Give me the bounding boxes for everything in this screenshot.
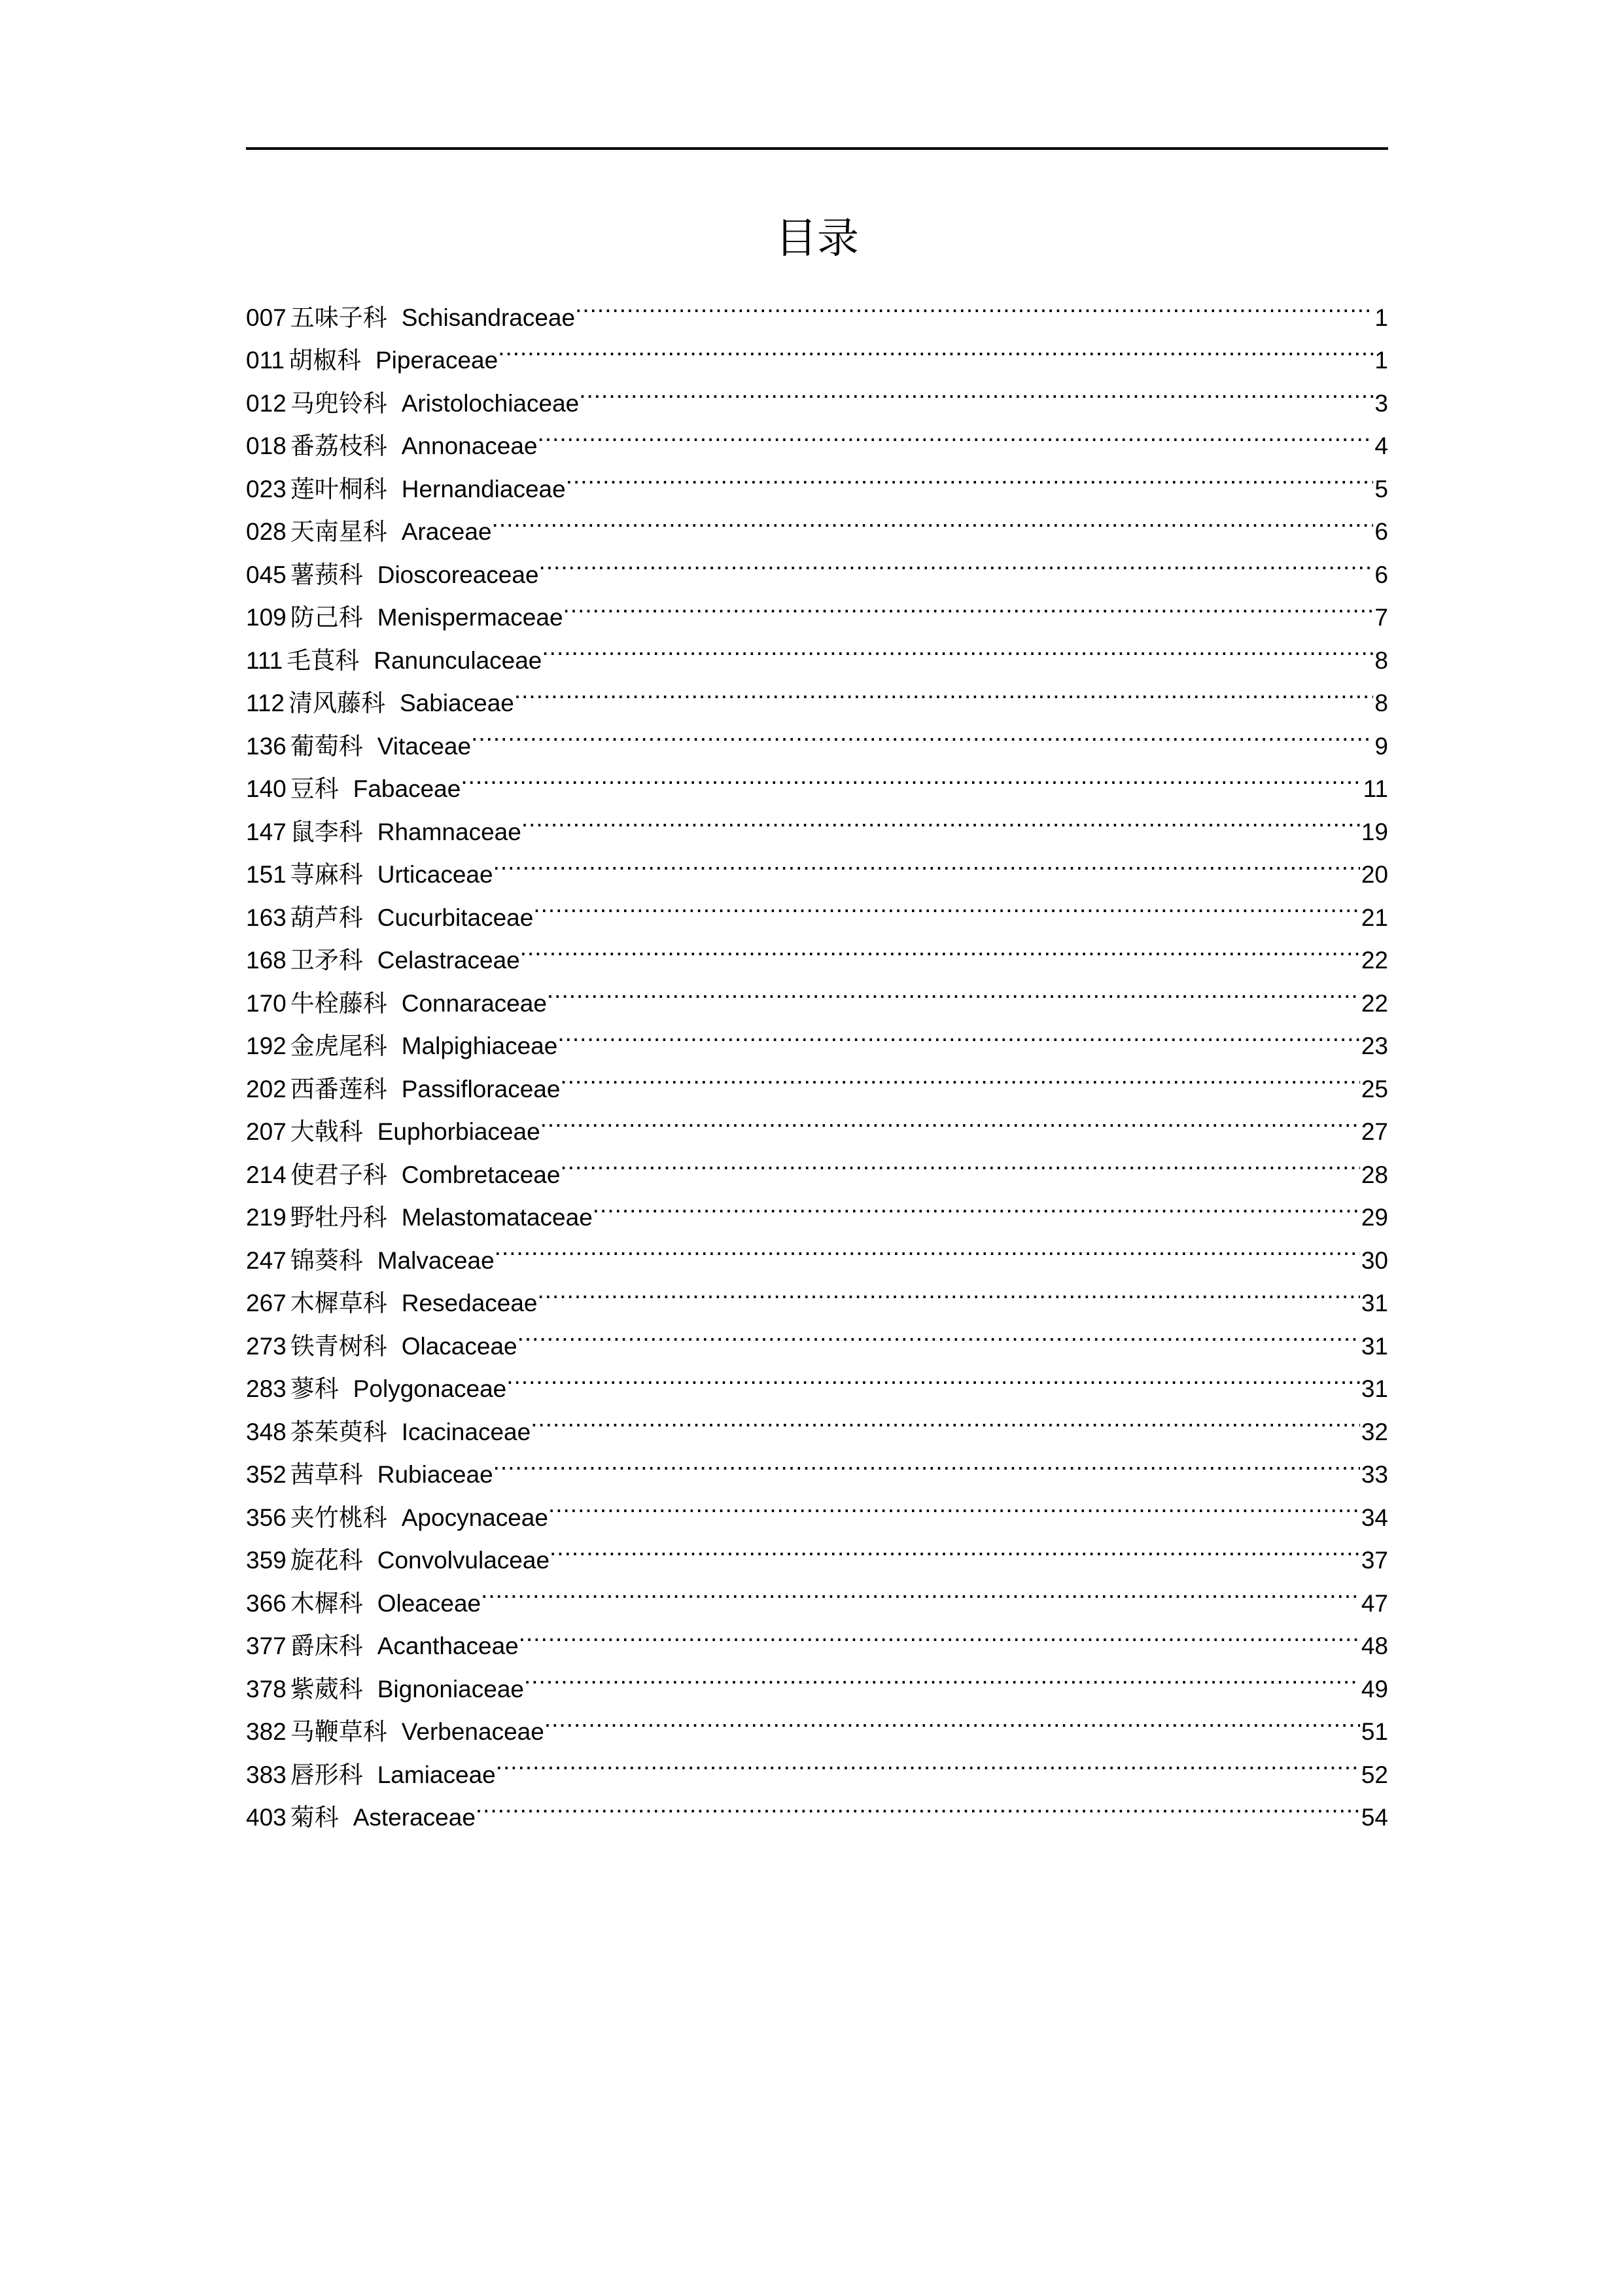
page-number: 11 [1363,775,1388,802]
dot-leader [566,454,1374,497]
page-number: 7 [1374,604,1388,631]
family-name-latin: Convolvulaceae [377,1547,550,1574]
family-name-chinese: 紫葳科 [290,1674,363,1703]
page-number: 31 [1361,1375,1388,1402]
family-number: 356 [246,1504,287,1531]
family-name-chinese: 鼠李科 [290,817,363,846]
family-name-latin: Icacinaceae [401,1418,531,1445]
family-name-latin: Passifloraceae [401,1075,561,1103]
family-name-chinese: 锦葵科 [290,1246,363,1275]
dot-leader [492,497,1374,540]
dot-leader [539,540,1374,583]
page-number: 52 [1361,1761,1388,1788]
family-name-chinese: 木樨科 [290,1589,363,1617]
family-number: 012 [246,389,287,417]
page-number: 31 [1361,1290,1388,1316]
dot-leader [544,1697,1360,1740]
dot-leader [481,1568,1360,1612]
family-name-chinese: 蓼科 [290,1375,339,1403]
page-number: 3 [1374,389,1388,417]
page-number: 31 [1361,1332,1388,1360]
dot-leader [540,1097,1360,1140]
page-number: 23 [1361,1033,1388,1059]
dot-leader [514,669,1374,712]
family-name-chinese: 铁青树科 [290,1332,387,1360]
family-name-chinese: 清风藤科 [288,689,385,717]
page-number: 34 [1361,1504,1388,1531]
family-number: 109 [246,604,287,631]
page-number: 22 [1361,989,1388,1017]
family-name-latin: Melastomataceae [401,1204,593,1231]
page-number: 6 [1374,561,1388,588]
page-number: 30 [1361,1246,1388,1274]
family-number: 214 [246,1161,287,1188]
dot-leader [575,283,1373,326]
family-number: 348 [246,1418,287,1445]
dot-leader [495,1226,1360,1269]
family-name-latin: Cucurbitaceae [377,904,534,931]
family-name-chinese: 野牡丹科 [290,1203,387,1231]
page-title: 目录 [775,215,859,263]
family-name-latin: Celastraceae [377,947,520,974]
family-name-latin: Polygonaceae [353,1375,507,1402]
family-number: 007 [246,304,287,331]
dot-leader [519,1612,1360,1655]
toc-entry[interactable] [246,283,1388,332]
family-name-latin: Verbenaceae [401,1718,544,1745]
dot-leader [493,840,1360,883]
page-number: 49 [1361,1675,1388,1703]
family-number: 018 [246,433,287,459]
dot-leader [498,326,1373,369]
family-name-latin: Dioscoreaceae [377,561,539,588]
family-name-chinese: 木樨草科 [290,1289,387,1317]
family-name-latin: Schisandraceae [401,304,576,331]
family-number: 170 [246,989,287,1017]
dot-leader [563,583,1374,626]
family-number: 045 [246,561,287,588]
page-number: 22 [1361,947,1388,974]
family-name-latin: Acanthaceae [377,1633,519,1659]
dot-leader [538,412,1374,455]
family-name-latin: Sabiaceae [400,690,514,716]
family-name-chinese: 莲叶桐科 [290,474,387,503]
family-number: 147 [246,818,287,845]
family-name-latin: Vitaceae [377,732,472,760]
dot-leader [550,1526,1360,1569]
dot-leader [476,1783,1360,1826]
family-name-latin: Resedaceae [401,1290,538,1316]
family-number: 192 [246,1033,287,1059]
family-name-latin: Annonaceae [401,433,538,459]
dot-leader [493,1440,1360,1483]
family-name-chinese: 天南星科 [290,518,387,546]
family-number: 163 [246,904,287,931]
dot-leader [506,1354,1360,1398]
page-number: 25 [1361,1075,1388,1103]
dot-leader [593,1183,1360,1226]
family-name-latin: Malpighiaceae [401,1033,558,1059]
family-name-chinese: 薯蓣科 [290,560,363,589]
family-number: 207 [246,1118,287,1145]
family-name-chinese: 胡椒科 [288,346,361,374]
dot-leader [496,1740,1360,1783]
family-name-latin: Euphorbiaceae [377,1118,540,1145]
page-number: 6 [1374,518,1388,545]
page-number: 51 [1361,1718,1388,1745]
page-number: 48 [1361,1633,1388,1659]
page-number: 8 [1374,690,1388,716]
dot-leader [531,1397,1360,1440]
page-number: 1 [1374,304,1388,331]
page-number: 21 [1361,904,1388,931]
family-name-chinese: 爵床科 [290,1632,363,1660]
family-name-chinese: 唇形科 [290,1760,363,1789]
page-number: 33 [1361,1461,1388,1488]
family-name-chinese: 大戟科 [290,1118,363,1146]
family-name-latin: Asteraceae [353,1804,476,1831]
family-name-latin: Menispermaceae [377,604,563,631]
dot-leader [579,368,1373,412]
family-name-latin: Fabaceae [353,775,461,802]
page-number: 27 [1361,1118,1388,1145]
dot-leader [542,626,1373,669]
family-name-latin: Apocynaceae [401,1504,548,1531]
family-name-latin: Connaraceae [401,989,547,1017]
family-name-latin: Rhamnaceae [377,818,521,845]
page-number: 9 [1374,732,1388,760]
page-number: 47 [1361,1589,1388,1617]
family-number: 011 [246,347,285,374]
header-rule [246,147,1388,150]
family-name-chinese: 荨麻科 [290,860,363,889]
family-number: 151 [246,861,287,888]
dot-leader [533,883,1360,926]
family-name-chinese: 番荔枝科 [290,432,387,460]
family-number: 028 [246,518,287,545]
family-name-chinese: 牛栓藤科 [290,989,387,1017]
family-name-latin: Piperaceae [375,347,498,374]
page-number: 1 [1374,347,1388,374]
family-number: 111 [246,646,283,674]
family-number: 366 [246,1589,287,1617]
dot-leader [461,754,1361,798]
dot-leader [471,711,1373,754]
dot-leader [548,1483,1360,1526]
family-name-latin: Lamiaceae [377,1761,496,1788]
family-number: 377 [246,1633,287,1659]
dot-leader [521,797,1360,840]
family-name-chinese: 马兜铃科 [290,389,387,417]
family-number: 403 [246,1804,287,1831]
family-name-latin: Ranunculaceae [374,646,542,674]
family-number: 140 [246,775,287,802]
family-name-chinese: 金虎尾科 [290,1032,387,1060]
family-name-latin: Urticaceae [377,861,493,888]
family-number: 168 [246,947,287,974]
page-number: 19 [1361,818,1388,845]
family-name-latin: Bignoniaceae [377,1675,524,1703]
family-number: 219 [246,1204,287,1231]
family-number: 267 [246,1290,287,1316]
page-number: 32 [1361,1418,1388,1445]
family-number: 247 [246,1246,287,1274]
page-number: 28 [1361,1161,1388,1188]
family-number: 136 [246,732,287,760]
family-name-latin: Olacaceae [401,1332,517,1360]
family-number: 382 [246,1718,287,1745]
page-number: 4 [1374,433,1388,459]
family-number: 359 [246,1547,287,1574]
family-number: 383 [246,1761,287,1788]
family-name-latin: Rubiaceae [377,1461,493,1488]
family-number: 023 [246,475,287,503]
dot-leader [560,1054,1359,1097]
family-name-chinese: 夹竹桃科 [290,1503,387,1532]
family-name-chinese: 防己科 [290,603,363,631]
family-name-chinese: 旋花科 [290,1546,363,1574]
family-name-chinese: 使君子科 [290,1160,387,1189]
dot-leader [520,926,1360,969]
dot-leader [547,968,1360,1012]
family-name-latin: Oleaceae [377,1589,481,1617]
family-name-chinese: 葡萄科 [290,732,363,760]
family-name-chinese: 葫芦科 [290,903,363,932]
family-number: 273 [246,1332,287,1360]
dot-leader [560,1140,1359,1183]
family-name-latin: Araceae [401,518,492,545]
family-name-chinese: 茜草科 [290,1460,363,1489]
family-name-chinese: 茶茱萸科 [290,1417,387,1446]
dot-leader [557,1012,1360,1055]
family-number: 378 [246,1675,287,1703]
family-name-chinese: 五味子科 [290,303,387,332]
family-name-chinese: 马鞭草科 [290,1718,387,1746]
page-number: 5 [1374,475,1388,503]
page-number: 20 [1361,861,1388,888]
table-of-contents [246,283,1388,1831]
page-number: 8 [1374,646,1388,674]
family-number: 202 [246,1075,287,1103]
family-name-latin: Aristolochiaceae [401,389,580,417]
family-name-latin: Hernandiaceae [401,475,566,503]
family-name-chinese: 豆科 [290,775,339,803]
dot-leader [538,1269,1360,1312]
family-name-chinese: 菊科 [290,1803,339,1831]
family-number: 283 [246,1375,287,1402]
page-number: 54 [1361,1804,1388,1831]
family-number: 352 [246,1461,287,1488]
family-name-latin: Malvaceae [377,1246,495,1274]
dot-leader [517,1311,1360,1354]
family-number: 112 [246,690,285,716]
family-name-chinese: 毛茛科 [287,646,360,675]
family-name-latin: Combretaceae [401,1161,561,1188]
dot-leader [524,1654,1360,1697]
family-name-chinese: 西番莲科 [290,1074,387,1103]
page-number: 37 [1361,1547,1388,1574]
page-number: 29 [1361,1204,1388,1231]
family-name-chinese: 卫矛科 [290,946,363,974]
